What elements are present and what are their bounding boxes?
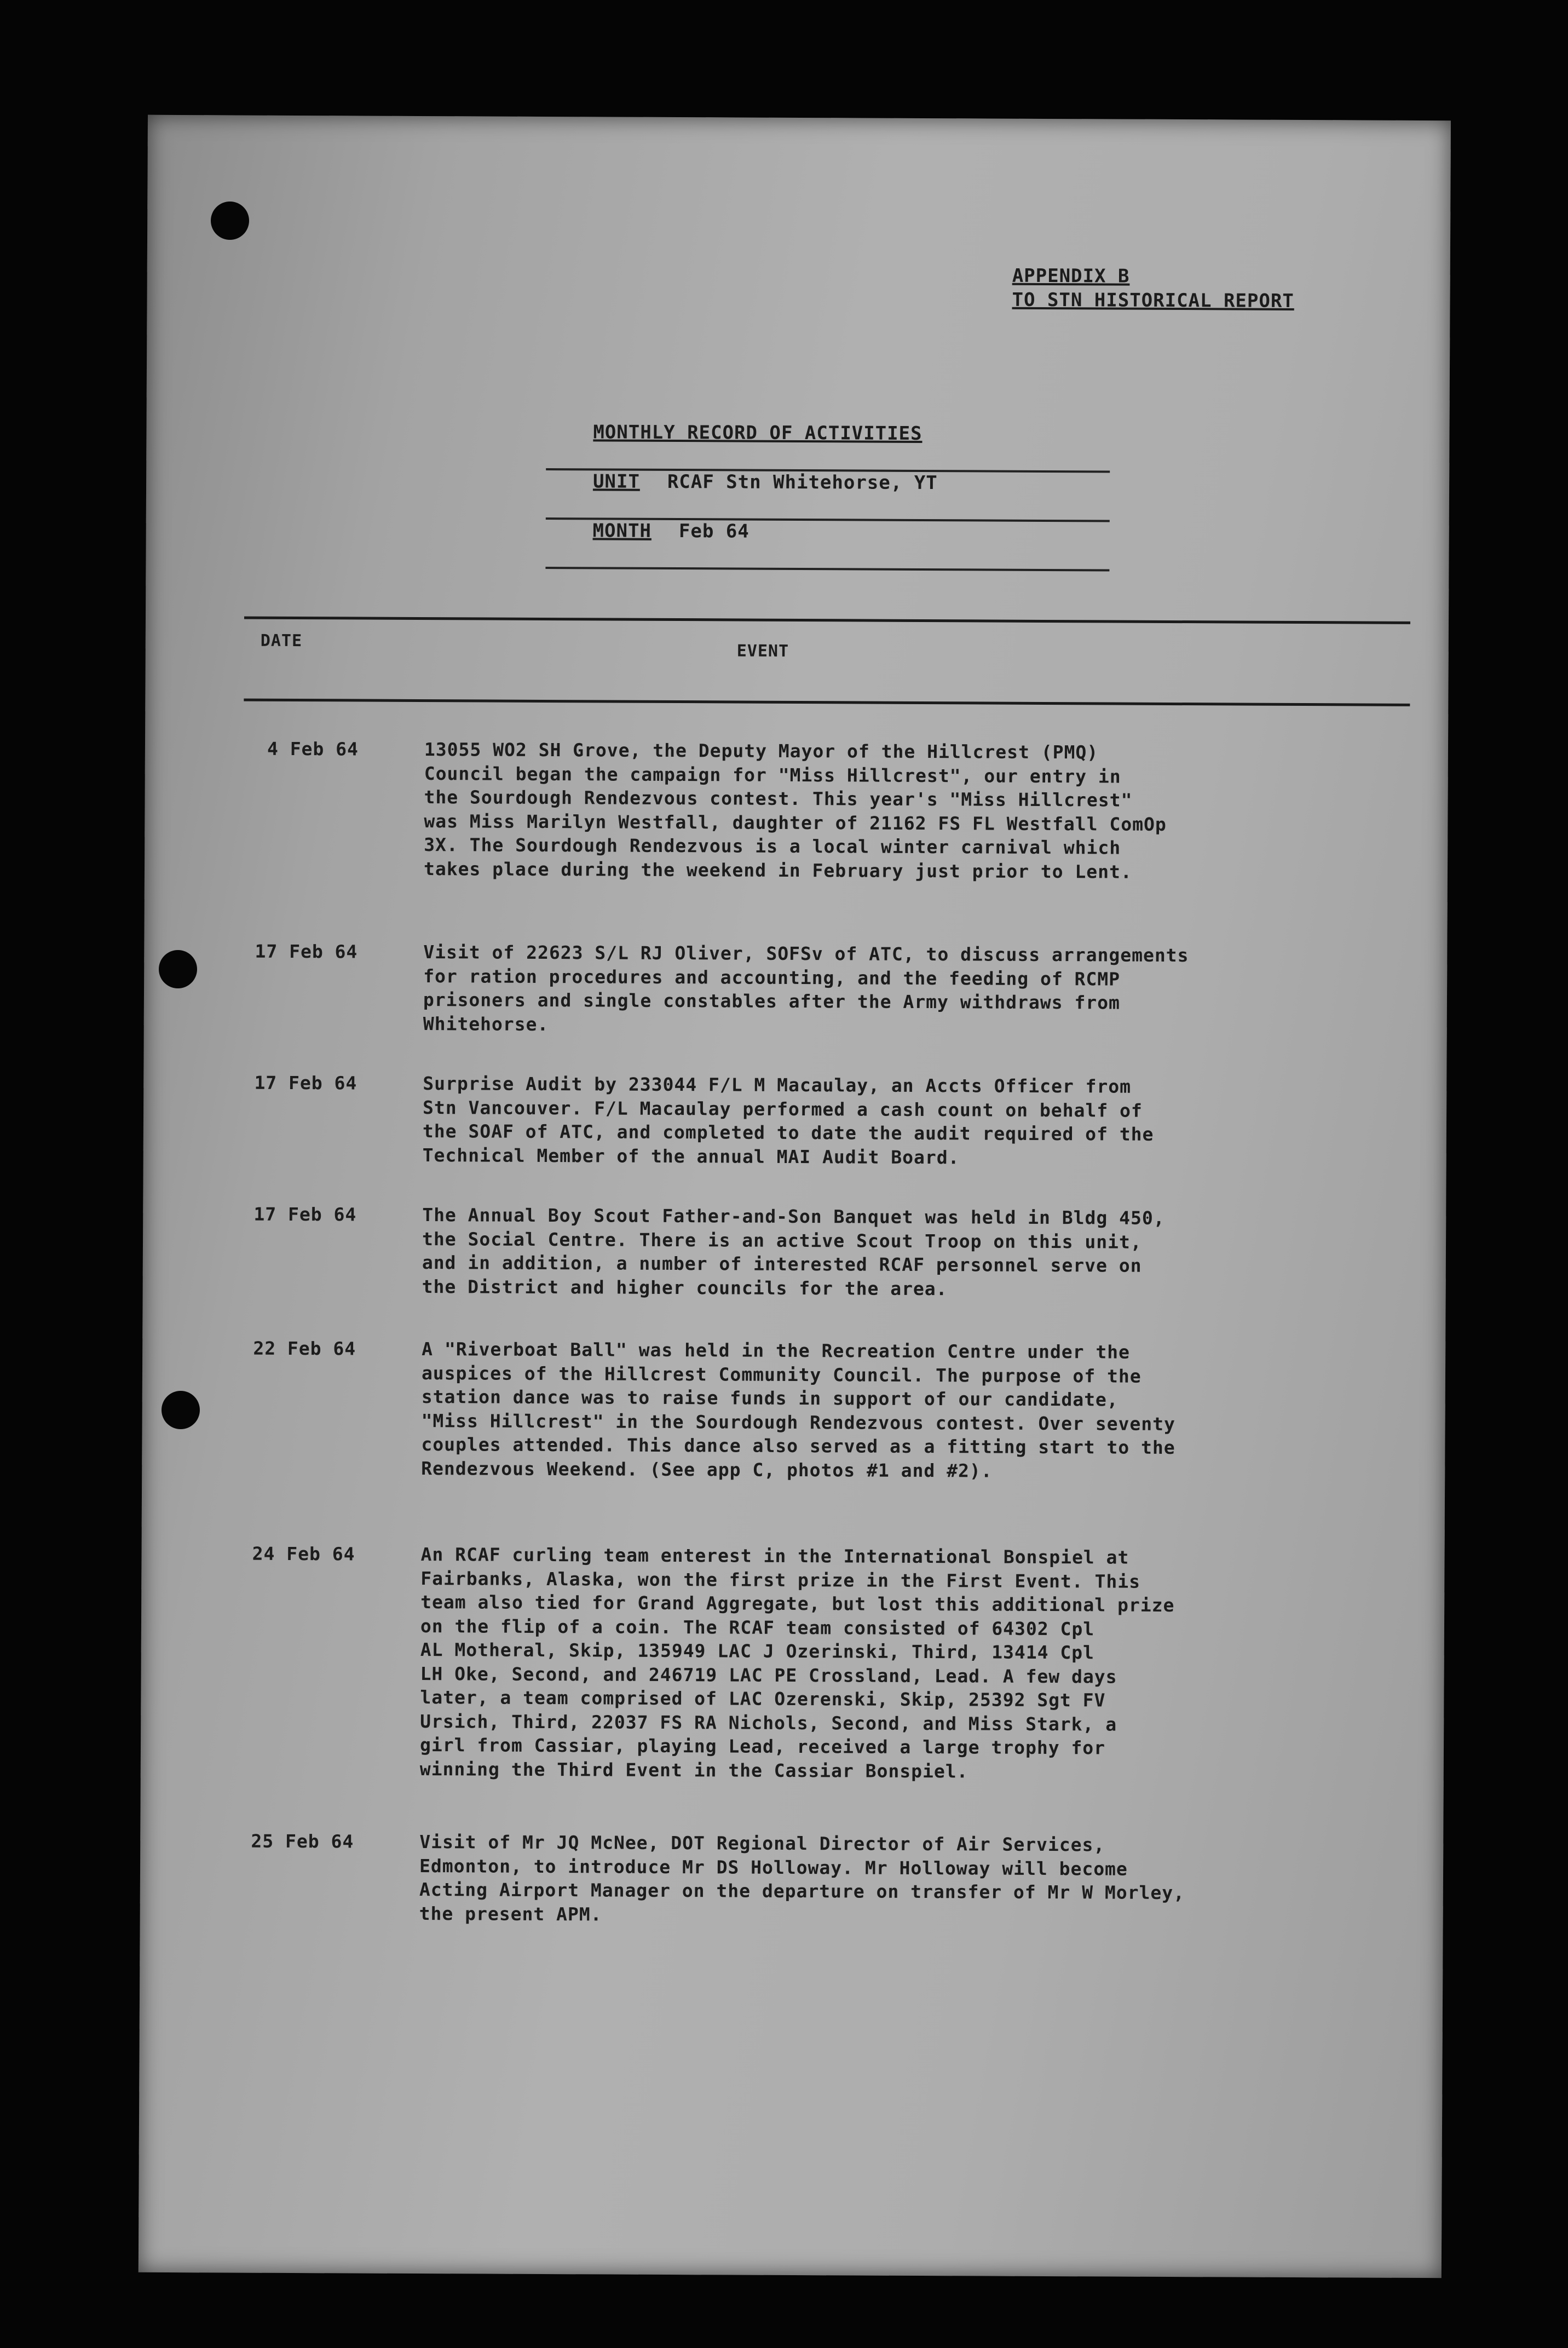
entry-date: 24 Feb 64 xyxy=(252,1543,355,1565)
entry-event: Visit of Mr JQ McNee, DOT Regional Director of Air Services, Edmonton, to introduce Mr DS Holloway. Mr Holloway will become Acting Airport Manager on the departure on transfer of Mr W Morley, the present APM. xyxy=(419,1831,1185,1925)
entry-row xyxy=(220,1071,1414,1168)
entry-event: An RCAF curling team enterest in the International Bonspiel at Fairbanks, Alaska, won the first prize in the First Event. This team also tied for Grand Aggregate, but lost this additional prize on the flip of a coin. The RCAF team consisted of 64302 Cpl AL Motheral, Skip, 135949 LAC J Ozerinski, Third, 13414 Cpl LH Oke, Second, and 246719 LAC PE Crossland, Lead. A few days later, a team comprised of LAC Ozerenski, Skip, 25392 Sgt FV Ursich, Third, 22037 FS RA Nichols, Second, and Miss Stark, a girl from Cassiar, playing Lead, received a large trophy for winning the Third Event in the Cassiar Bonspiel. xyxy=(419,1544,1175,1782)
month-label: MONTH xyxy=(592,520,652,542)
appendix-reference xyxy=(1012,264,1294,313)
punch-hole-bottom xyxy=(162,1391,200,1429)
unit-label: UNIT xyxy=(592,470,640,493)
table-header-rule xyxy=(244,699,1410,706)
document-page xyxy=(139,115,1451,2278)
date-column-header: DATE xyxy=(260,631,303,651)
entry-row xyxy=(220,1202,1413,1299)
appendix-line-2: TO STN HISTORICAL REPORT xyxy=(1012,289,1294,312)
entry-row xyxy=(217,1829,1410,1925)
event-column-header: EVENT xyxy=(736,641,789,661)
punch-hole-top xyxy=(211,202,249,240)
punch-hole-middle xyxy=(159,950,197,988)
entry-date: 4 Feb 64 xyxy=(267,738,359,760)
table-top-rule xyxy=(244,617,1410,624)
entry-event: 13055 WO2 SH Grove, the Deputy Mayor of the Hillcrest (PMQ) Council began the campaign for "Miss Hillcrest", our entry in the Sourdough Rendezvous contest. This year's "Miss Hillcrest" was Miss Marilyn Westfall, daughter of 21162 FS FL Westfall ComOp 3X. The Sourdough Rendezvous is a local winter carnival which takes place during the weekend in February just prior to Lent. xyxy=(423,739,1167,883)
month-value: Feb 64 xyxy=(678,520,750,543)
entry-date: 17 Feb 64 xyxy=(253,1203,357,1225)
month-row xyxy=(545,494,1110,571)
entry-date: 25 Feb 64 xyxy=(251,1830,354,1852)
entry-event: A "Riverboat Ball" was held in the Recreation Centre under the auspices of the Hillcrest Community Council. The purpose of the station dance was to raise funds in support of our candidate, "Miss Hillcrest" in the Sourdough Rendezvous contest. Over seventy couples attended. This dance also served as a fitting start to the Rendezvous Weekend. (See app C, photos #1 and #2). xyxy=(421,1338,1175,1482)
appendix-line-1: APPENDIX B xyxy=(1012,264,1130,287)
entry-row xyxy=(221,939,1414,1035)
entry-date: 17 Feb 64 xyxy=(255,940,358,963)
entry-event: Surprise Audit by 233044 F/L M Macaulay, an Accts Officer from Stn Vancouver. F/L Macaulay performed a cash count on behalf of the SOAF of ATC, and completed to date the audit required of the Technical Member of the annual MAI Audit Board. xyxy=(422,1073,1154,1168)
entry-event: The Annual Boy Scout Father-and-Son Banquet was held in Bldg 450, the Social Centre. There is an active Scout Troop on this unit, and in addition, a number of interested RCAF personnel serve on the District and higher councils for the area. xyxy=(422,1204,1165,1299)
entry-date: 22 Feb 64 xyxy=(253,1337,356,1360)
entry-row xyxy=(218,1541,1412,1782)
unit-value: RCAF Stn Whitehorse, YT xyxy=(667,470,938,494)
record-title: MONTHLY RECORD OF ACTIVITIES xyxy=(593,421,923,445)
entry-row xyxy=(222,736,1415,883)
entry-row xyxy=(219,1336,1413,1482)
entry-date: 17 Feb 64 xyxy=(254,1072,358,1094)
entry-event: Visit of 22623 S/L RJ Oliver, SOFSv of ATC, to discuss arrangements for ration procedures and accounting, and the feeding of RCMP prisoners and single constables after the Army withdraws from Whitehorse. xyxy=(423,941,1189,1035)
